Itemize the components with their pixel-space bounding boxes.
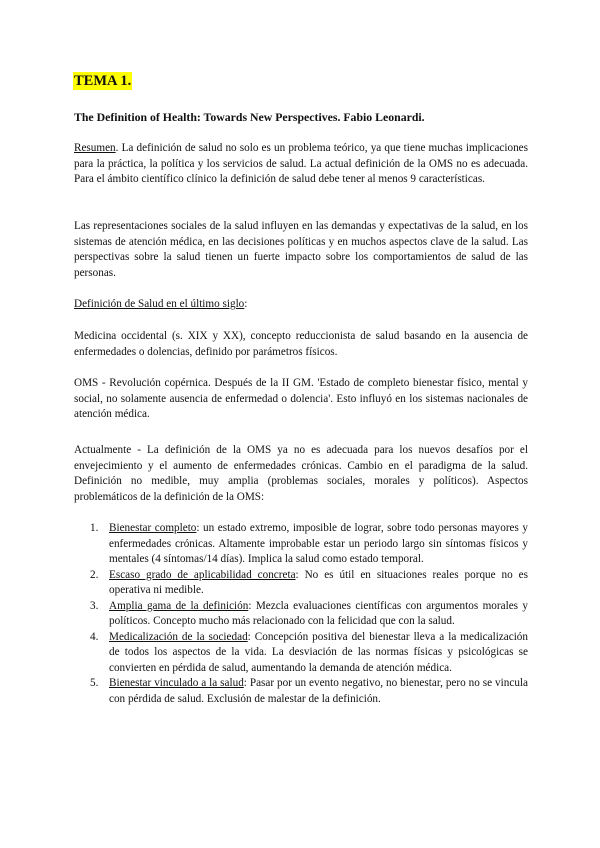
- document-title: TEMA 1.: [74, 73, 132, 89]
- list-item-number: 1.: [90, 522, 99, 534]
- representaciones-paragraph: Las representaciones sociales de la salud influyen en las demandas y expectativas de la salud, en los sistemas de atención médica, en las decisiones políticas y en muchos aspectos clave de la salud. Las perspectivas sobre la salud tienen un fuerte impacto sobre los comportamientos de salud de las personas.: [74, 220, 528, 279]
- list-item-term: Bienestar completo: [109, 522, 197, 534]
- list-item: [74, 599, 528, 630]
- problems-list: [74, 521, 528, 707]
- oms-paragraph: OMS - Revolución copérnica. Después de la II GM. 'Estado de completo bienestar físico, mental y social, no solamente ausencia de enfermedad o dolencia'. Esto influyó en los sistemas nacionales de atención médica.: [74, 377, 528, 420]
- list-item-text: : Concepción positiva del bienestar lleva a la medicalización de todos los aspectos de la vida. La desviación de las normas físicas y psicológicas se convierten en pérdida de salud, aumentando la demanda de atención médica.: [109, 630, 528, 674]
- resumen-paragraph: [74, 141, 528, 188]
- section-heading-suffix: :: [244, 298, 248, 310]
- list-item-number: 3.: [90, 599, 99, 612]
- section-heading-label: Definición de Salud en el último siglo: [74, 298, 245, 310]
- list-item-term: Medicalización de la sociedad: [109, 630, 248, 643]
- list-item-text: : No es útil en situaciones reales porque no es operativa ni medible.: [109, 568, 528, 596]
- medicina-paragraph: Medicina occidental (s. XIX y XX), concepto reduccionista de salud basando en la ausencia de enfermedades o dolencias, definido por parámetros físicos.: [74, 330, 528, 358]
- list-item-text: : un estado extremo, imposible de lograr, sobre todo personas mayores y enfermedades crónicas. Altamente improbable estar un periodo largo sin síntomas físicos y mentales (4 síntomas/14 días). Implica la salud como estado temporal.: [109, 522, 528, 565]
- list-item: [74, 521, 528, 568]
- list-item-term: Bienestar vinculado a la salud: [109, 677, 244, 689]
- resumen-label: Resumen: [74, 142, 116, 154]
- list-item-text: : Pasar por un evento negativo, no bienestar, pero no se vincula con pérdida de salud. Exclusión de malestar de la definición.: [109, 677, 528, 705]
- section-heading: [74, 297, 528, 313]
- list-item: [74, 630, 528, 677]
- list-item-number: 5.: [90, 677, 99, 689]
- list-item-term: Escaso grado de aplicabilidad concreta: [109, 568, 296, 581]
- list-item-number: 4.: [90, 630, 99, 643]
- list-item-number: 2.: [90, 568, 99, 581]
- resumen-text: . La definición de salud no solo es un problema teórico, ya que tiene muchas implicaciones para la práctica, la política y los servicios de salud. La actual definición de la OMS no es adecuada. Para el ámbito científico clínico la definición de salud debe tener al menos 9 características.: [74, 142, 528, 185]
- list-item: [74, 676, 528, 707]
- actualmente-paragraph: Actualmente - La definición de la OMS ya no es adecuada para los nuevos desafíos por el envejecimiento y el aumento de enfermedades crónicas. Cambio en el paradigma de la salud. Definición no medible, muy amplia (problemas sociales, morales y políticos). Aspectos problemáticos de la definición de la OMS:: [74, 444, 528, 503]
- document-subtitle: The Definition of Health: Towards New Perspectives. Fabio Leonardi.: [74, 110, 425, 124]
- list-item-term: Amplia gama de la definición: [109, 599, 249, 612]
- list-item: [74, 568, 528, 599]
- list-item-text: : Mezcla evaluaciones científicas con argumentos morales y políticos. Concepto mucho más relacionado con la felicidad que con la salud.: [109, 599, 528, 627]
